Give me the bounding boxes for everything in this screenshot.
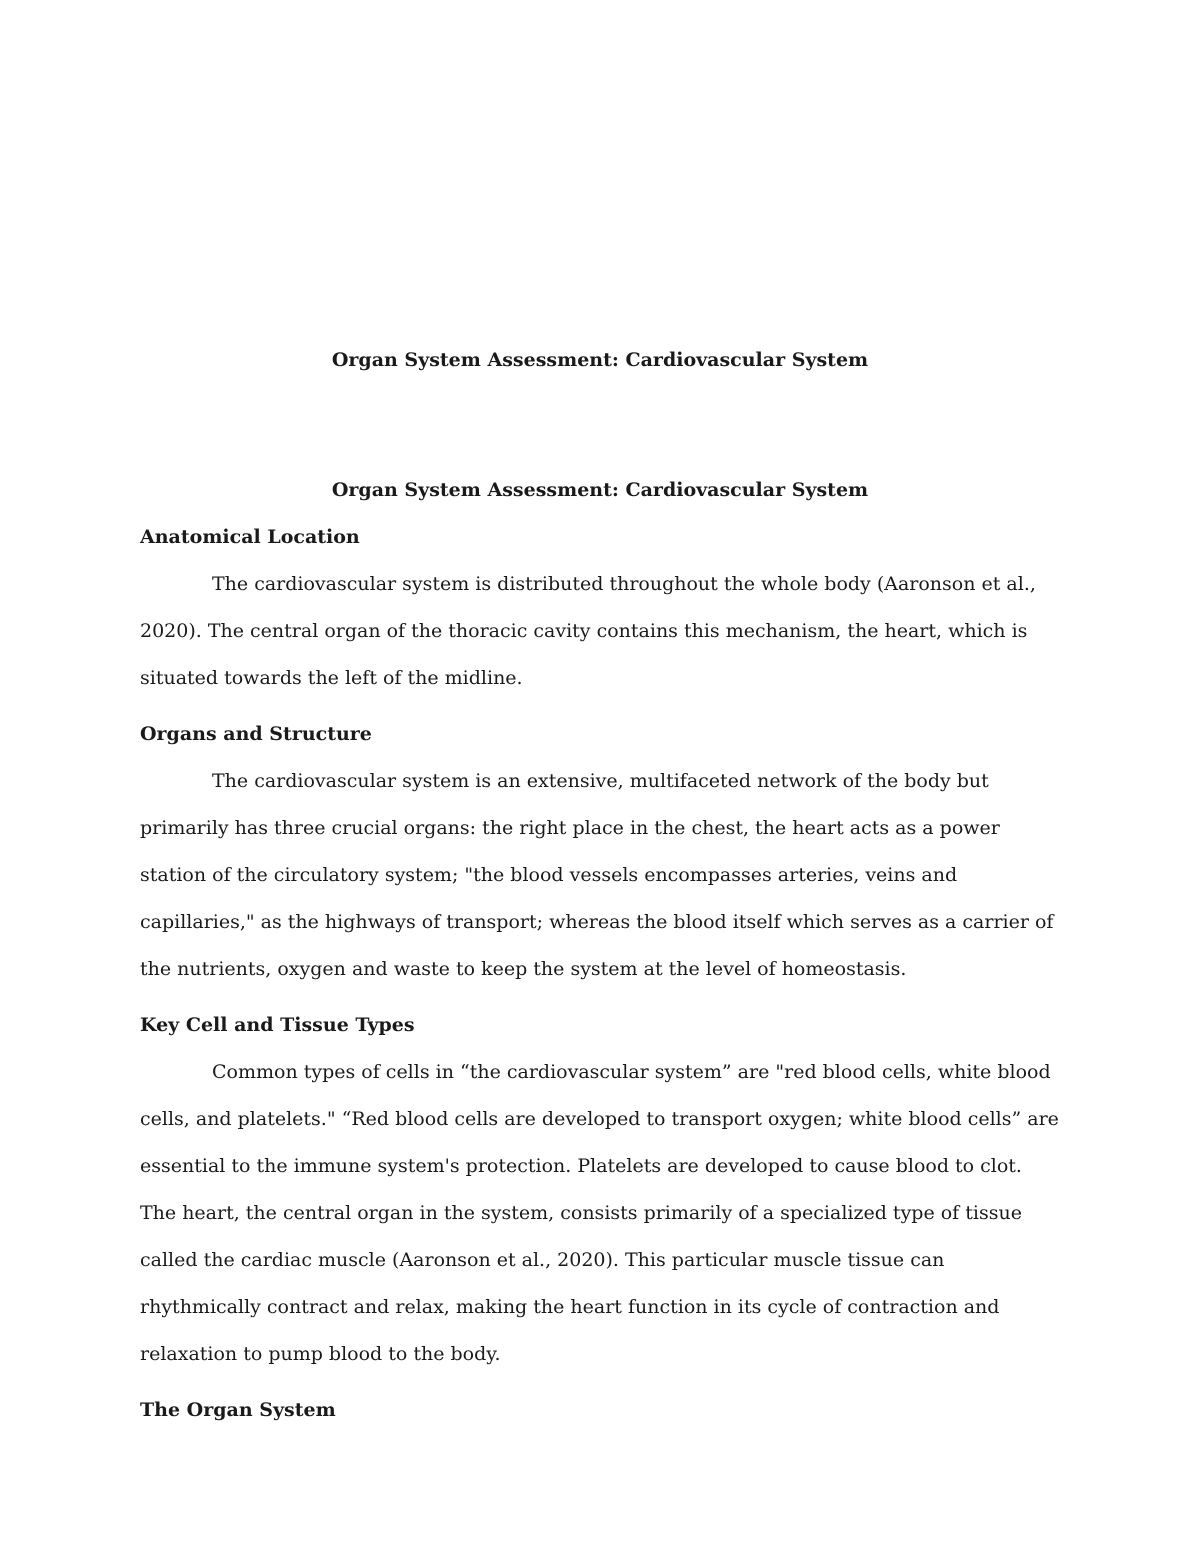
paper-title: Organ System Assessment: Cardiovascular System <box>331 479 869 501</box>
section-organs-and-structure <box>140 720 1060 1002</box>
section-heading: The Organ System <box>140 1399 336 1421</box>
section-heading: Organs and Structure <box>140 723 372 745</box>
document-body <box>140 476 1060 1443</box>
section-paragraph: The cardiovascular system is an extensive, multifaceted network of the body but primarily has three crucial organs: the right place in the chest, the heart acts as a power station of the circulatory system; "the blood vessels encompasses arteries, veins and capillaries," as the highways of transport; whereas the blood itself which serves as a carrier of the nutrients, oxygen and waste to keep the system at the level of homeostasis. <box>140 770 1054 980</box>
section-paragraph: Common types of cells in “the cardiovascular system” are "red blood cells, white blood cells, and platelets." “Red blood cells are developed to transport oxygen; white blood cells” are essential to the immune system's protection. Platelets are developed to cause blood to clot. The heart, the central organ in the system, consists primarily of a specialized type of tissue called the cardiac muscle (Aaronson et al., 2020). This particular muscle tissue can rhythmically contract and relax, making the heart function in its cycle of contraction and relaxation to pump blood to the body. <box>140 1061 1059 1365</box>
section-paragraph: The cardiovascular system is distributed throughout the whole body (Aaronson et al., 2020). The central organ of the thoracic cavity contains this mechanism, the heart, which is situated towards the left of the midline. <box>140 573 1036 689</box>
section-heading: Anatomical Location <box>140 526 360 548</box>
section-key-cell-and-tissue-types <box>140 1011 1060 1387</box>
cover-page-title: Organ System Assessment: Cardiovascular System <box>331 349 869 371</box>
section-anatomical-location <box>140 523 1060 711</box>
section-heading: Key Cell and Tissue Types <box>140 1014 415 1036</box>
section-the-organ-system <box>140 1396 1060 1424</box>
